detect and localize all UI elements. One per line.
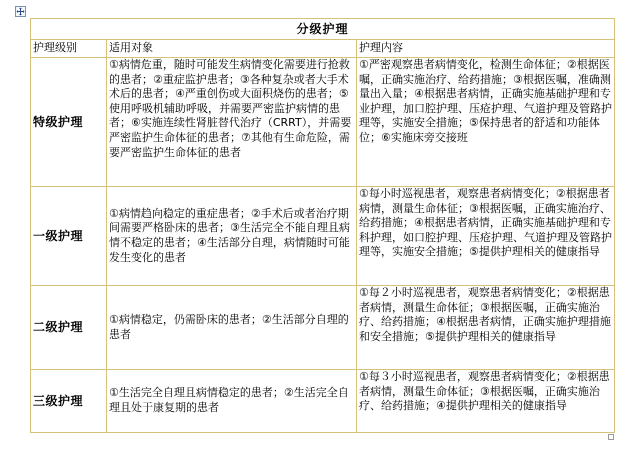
target-cell: ①病情危重，随时可能发生病情变化需要进行抢救的患者；②重症监护患者；③各种复杂或者大手术术后的患者；④严重创伤或大面积烧伤的患者；⑤使用呼吸机辅助呼吸，并需要严密监护病情的患者；⑥实施连续性肾脏替代治疗（CRRT），并需要严密监护生命体征的患者；⑦其他有生命危险，需要严密监护生命体征的患者 — [107, 58, 357, 187]
table-header-row — [31, 40, 615, 58]
table-title-row — [31, 19, 615, 40]
header-content: 护理内容 — [357, 40, 615, 58]
level-cell: 三级护理 — [31, 370, 107, 433]
table-row — [31, 58, 615, 187]
table-row — [31, 187, 615, 286]
table-move-handle-icon[interactable] — [15, 6, 26, 17]
header-target: 适用对象 — [107, 40, 357, 58]
level-cell: 特级护理 — [31, 58, 107, 187]
nursing-grade-table — [30, 18, 615, 433]
level-cell: 二级护理 — [31, 286, 107, 370]
move-arrows-icon — [16, 7, 25, 16]
content-cell: ①每２小时巡视患者，观察患者病情变化；②根据患者病情，测量生命体征；③根据医嘱，正确实施治疗、给药措施；④根据患者病情，正确实施护理措施和安全措施；⑤提供护理相关的健康指导 — [357, 286, 615, 370]
header-level: 护理级别 — [31, 40, 107, 58]
content-cell: ①每３小时巡视患者，观察患者病情变化；②根据患者病情，测量生命体征；③根据医嘱，正确实施治疗、给药措施；④提供护理相关的健康指导 — [357, 370, 615, 433]
table-row — [31, 286, 615, 370]
target-cell: ①病情稳定，仍需卧床的患者；②生活部分自理的患者 — [107, 286, 357, 370]
level-cell: 一级护理 — [31, 187, 107, 286]
target-cell: ①病情趋向稳定的重症患者；②手术后或者治疗期间需要严格卧床的患者；③生活完全不能自理且病情不稳定的患者；④生活部分自理，病情随时可能发生变化的患者 — [107, 187, 357, 286]
content-cell: ①严密观察患者病情变化，检测生命体征；②根据医嘱，正确实施治疗、给药措施；③根据医嘱，准确测量出入量；④根据患者病情，正确实施基础护理和专业护理，加口腔护理、压疮护理、气道护理及管路护理等，实施安全措施；⑤保持患者的舒适和功能体位；⑥实施床旁交接班 — [357, 58, 615, 187]
table-row — [31, 370, 615, 433]
table-title: 分级护理 — [31, 19, 615, 40]
content-cell: ①每小时巡视患者，观察患者病情变化；②根据患者病情，测量生命体征；③根据医嘱，正确实施治疗、给药措施；④根据患者病情，正确实施基础护理和专科护理，如口腔护理、压疮护理、气道护理及管路护理等，实施安全措施；⑤提供护理相关的健康指导 — [357, 187, 615, 286]
target-cell: ①生活完全自理且病情稳定的患者；②生活完全自理且处于康复期的患者 — [107, 370, 357, 433]
resize-square-icon[interactable] — [608, 434, 614, 440]
